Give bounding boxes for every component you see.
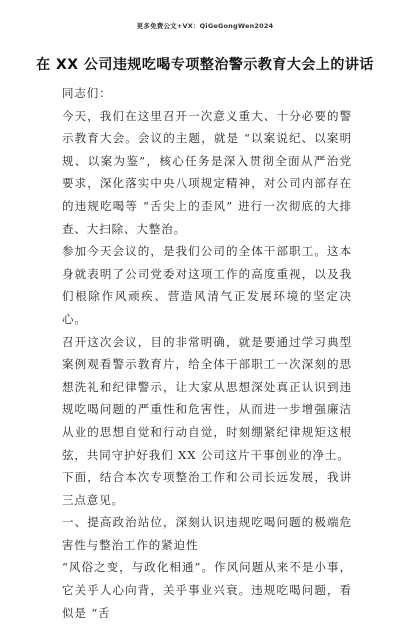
paragraph-purpose: 召开这次会议，目的非常明确，就是要通过学习典型案例观看警示教育片，给全体干部职工一次深刻的思想洗礼和纪律警示，让大家从思想深处真正认识到违规吃喝问题的严重性和危害性，从而进一步增强廉洁从业的思想自觉和行动自觉，时刻绷紧纪律规矩这根弦，共同守护好我们 XX 公司这片干事创业的净土。 <box>62 334 352 462</box>
paragraph-attendance: 参加今天会议的，是我们公司的全体干部职工。这本身就表明了公司党委对这项工作的高度重视，以及我们根除作风顽疾、营造风清气正发展环境的坚定决心。 <box>62 244 352 326</box>
document-body <box>62 82 352 624</box>
paragraph-transition: 下面，结合本次专项整治工作和公司长远发展，我讲三点意见。 <box>62 470 352 507</box>
section-heading-1: 一、提高政治站位，深刻认识违规吃喝问题的极端危害性与整治工作的紧迫性 <box>62 515 352 552</box>
header-note: 更多免费公文+VX：QiGeGongWen2024 <box>136 22 274 30</box>
paragraph-intro: 今天，我们在这里召开一次意义重大、十分必要的警示教育大会。会议的主题，就是 “以案说纪、以案明规、以案为鉴”，核心任务是深入贯彻全面从严治党要求，深化落实中央八项规定精神，对公司内部存在的违规吃喝等 “舌尖上的歪风” 进行一次彻底的大排查、大扫除、大整治。 <box>62 108 352 236</box>
paragraph-section-1: “风俗之变，与政化相通”。作风问题从来不是小事，它关乎人心向背，关乎事业兴衰。违规吃喝问题，看似是 “舌 <box>62 560 352 620</box>
salutation: 同志们： <box>62 86 112 100</box>
document-title: 在 XX 公司违规吃喝专项整治警示教育大会上的讲话 <box>36 57 374 73</box>
